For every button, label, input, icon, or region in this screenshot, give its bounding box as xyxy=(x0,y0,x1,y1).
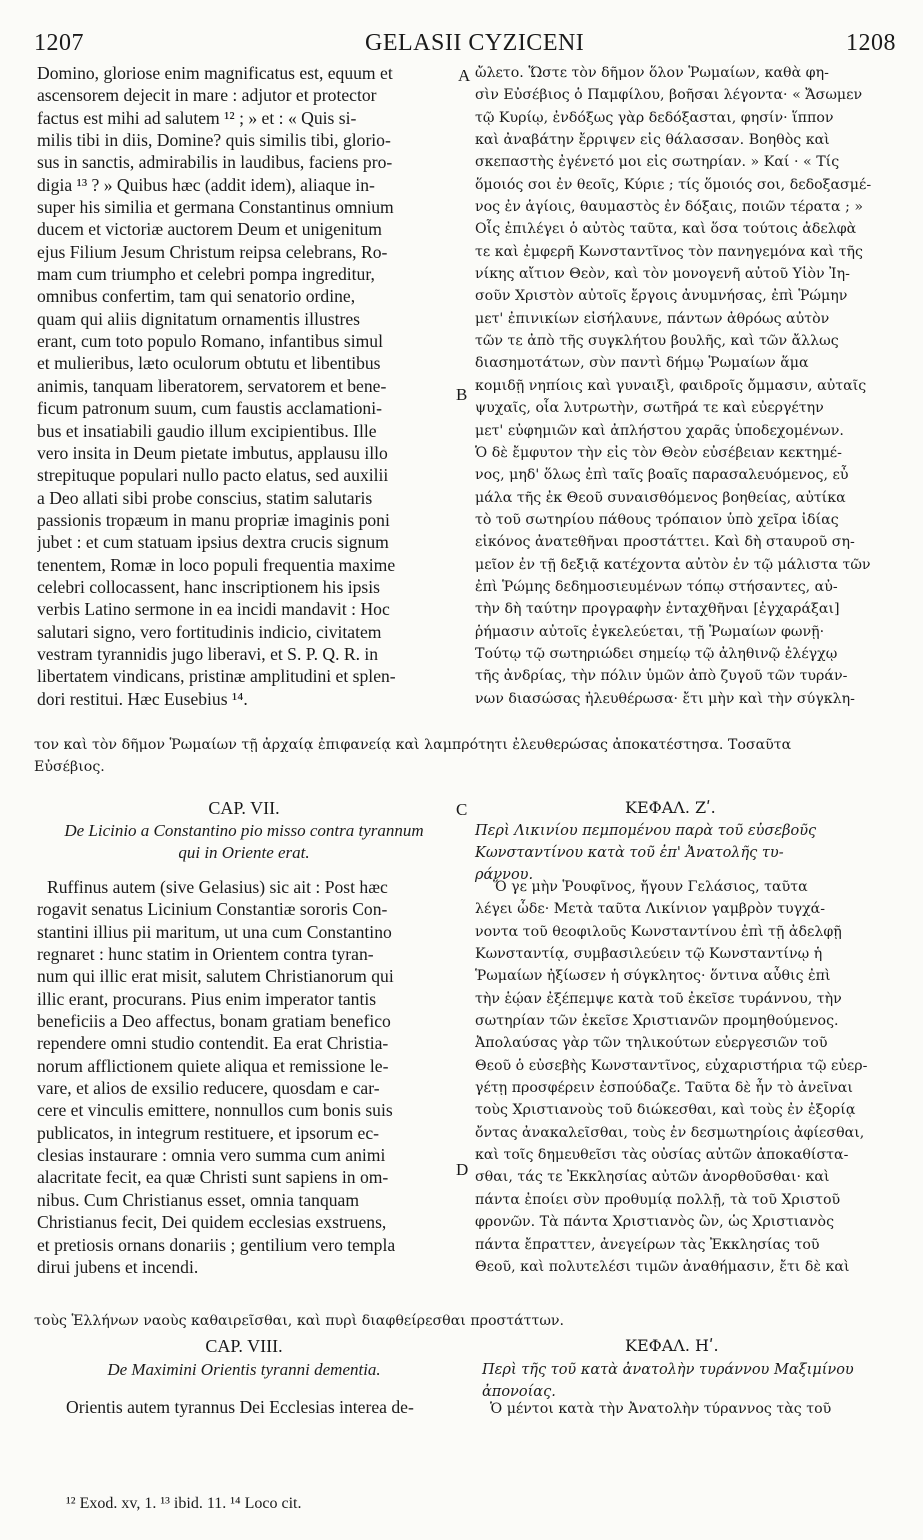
greek-text-line: σοῦν Χριστὸν αὐτοῖς ἔργοις ἀνυμνήσας, ἐπὶ Ῥώμην xyxy=(475,288,848,305)
latin-text-line: tenentem, Romæ in loco populi frequentia maxime xyxy=(37,554,396,575)
greek-text-line: ῥήμασιν αὐτοῖς ἐγκελεύεται, τῇ Ῥωμαίων φωνῇ· xyxy=(475,623,825,640)
latin-text-line: mam cum triumpho et celebri pompa ingreditur, xyxy=(37,264,375,285)
greek-text-line: σωτηρίαν τῶν ἐκεῖσε Χριστιανῶν προμηθούμενος. xyxy=(475,1013,839,1030)
greek-text-line: μεῖον ἐν τῇ δεξιᾷ κατέχοντα αὐτὸν ἐν τῷ μάλιστα τῶν xyxy=(475,556,871,573)
greek-text-line: καὶ ἀναβάτην ἔρριψεν εἰς θάλασσαν. Βοηθὸς καὶ xyxy=(475,132,830,149)
greek-text-line: Θεοῦ ὁ εὐσεβὴς Κωνσταντῖνος, εὐχαριστήρια τῷ εὐερ- xyxy=(475,1057,868,1074)
latin-text-line: publicatos, in integrum restituere, et ipsorum ec- xyxy=(37,1122,380,1143)
subtitle-line: De Licinio a Constantino pio misso contra tyrannum xyxy=(64,821,424,840)
latin-text-line: et pretiosis ornans donariis ; gentilium vero templa xyxy=(37,1234,396,1255)
latin-text-line: et mulieribus, læto oculorum obtutu et libentibus xyxy=(37,353,381,374)
latin-text-line: super his similia et germana Constantinus omnium xyxy=(37,197,394,218)
cap7-greek-title: ΚΕΦΑΛ. Ζʹ. xyxy=(625,798,716,817)
latin-text-line: beneficiis a Deo affectus, bonam gratiam benefico xyxy=(37,1011,391,1032)
latin-column-section-1 xyxy=(37,62,453,710)
cap8-latin-subtitle: De Maximini Orientis tyranni dementia. xyxy=(107,1360,381,1379)
footnotes: ¹² Exod. xv, 1. ¹³ ibid. 11. ¹⁴ Loco cit. xyxy=(66,1495,302,1512)
latin-text-line: celebri collocassent, hanc inscriptionem his ipsis xyxy=(37,576,380,597)
greek-column-section-1 xyxy=(475,62,905,710)
latin-text-line: num qui illic erat misit, salutem Christianorum qui xyxy=(37,966,394,987)
greek-text-line: τὴν ἑῴαν ἐξέπεμψε κατὰ τοῦ ἐκεῖσε τυράννου, τὴν xyxy=(475,990,842,1007)
greek-text-line: ὄντας ἀνακαλεῖσθαι, τοὺς ἐν δεσμωτηρίοις ἀφίεσθαι, xyxy=(475,1124,865,1141)
cap7-latin-title: CAP. VII. xyxy=(208,798,280,818)
margin-marker-d: D xyxy=(456,1160,469,1179)
greek-text-line: νίκης αἴτιον Θεὸν, καὶ τὸν μονογενῆ αὐτοῦ Υἱὸν Ἰη- xyxy=(475,266,850,283)
greek-text-line: φρονῶν. Τὰ πάντα Χριστιανὸς ὢν, ὡς Χριστιανὸς xyxy=(475,1214,835,1231)
margin-marker-a: A xyxy=(458,66,471,85)
page-number-right: 1208 xyxy=(846,30,896,56)
latin-text-line: rogavit senatus Licinium Constantiæ sororis Con- xyxy=(37,899,388,920)
latin-text-line: digia ¹³ ? » Quibus hæc (addit idem), aliaque in- xyxy=(37,174,375,195)
greek-text-line: διασημοτάτων, σὺν παντὶ δήμῳ Ῥωμαίων ἅμα xyxy=(475,355,809,372)
latin-text-line: norum afflictionem quiete aliqua et remissione le- xyxy=(37,1055,389,1076)
greek-text-line: ψυχαῖς, οἷα λυτρωτὴν, σωτῆρά τε καὶ εὐεργέτην xyxy=(475,400,824,417)
greek-text-line: σθαι, τάς τε Ἐκκλησίας αὐτῶν ἀνορθοῦσθαι· καὶ xyxy=(475,1169,830,1186)
greek-continuation-2: τοὺς Ἑλλήνων ναοὺς καθαιρεῖσθαι, καὶ πυρὶ διαφθείρεσθαι προστάττων. xyxy=(34,1313,565,1329)
greek-text-line: νοντα τοῦ θεοφιλοῦς Κωνσταντίνου ἐπὶ τῇ ἀδελφῇ xyxy=(475,923,842,940)
greek-text-line: τε καὶ ἐμφερῆ Κωνσταντῖνος τὸν πανηγεμόνα καὶ τῆς xyxy=(475,243,863,260)
greek-text-line: τὴν δὴ ταύτην προγραφὴν ἐνταχθῆναι [ἐγχαράξαι] xyxy=(475,601,840,618)
greek-text-line: Θεοῦ, καὶ πολυτελέσι τιμῶν ἀναθήμασιν, ἔτι δὲ καὶ xyxy=(475,1258,850,1275)
cap8-greek-first-line: Ὁ μέντοι κατὰ τὴν Ἀνατολὴν τύραννος τὰς τοῦ xyxy=(490,1401,832,1417)
subtitle-line: Κωνσταντίνου κατὰ τοῦ ἐπ' Ἀνατολῆς τυ- xyxy=(475,845,784,861)
greek-text-line: εἰκόνος ἀνατεθῆναι προστάττει. Καὶ δὴ σταυροῦ ση- xyxy=(475,534,855,551)
page-number-left: 1207 xyxy=(34,30,84,56)
greek-text-line: τῷ Κυρίῳ, ἐνδόξως γὰρ δεδόξασται, φησίν· ἵππον xyxy=(475,109,834,126)
latin-text-line: milis tibi in diis, Domine? quis similis tibi, glorio- xyxy=(37,130,391,151)
latin-text-line: quam qui aliis dignitatum ornamentis illustres xyxy=(37,308,361,329)
latin-text-line: vestram tyrannidis jugo liberavi, et S. P. Q. R. in xyxy=(37,643,379,664)
latin-text-line: nibus. Cum Christianus esset, omnia tanquam xyxy=(37,1189,360,1210)
greek-text-line: λέγει ὧδε· Μετὰ ταῦτα Λικίνιον γαμβρὸν τυγχά- xyxy=(475,901,826,918)
greek-text-line: κομιδῇ νηπίοις καὶ γυναιξὶ, φαιδροῖς ὄμμασιν, αὐταῖς xyxy=(475,377,867,394)
cap8-greek-title: ΚΕΦΑΛ. Ηʹ. xyxy=(625,1336,719,1355)
greek-text-line: πάντα ἐποίει σὺν προθυμίᾳ πολλῇ, τὰ τοῦ Χριστοῦ xyxy=(475,1191,841,1208)
greek-text-line: καὶ τοῖς δημευθεῖσι τὰς οὐσίας αὐτῶν ἀποκαθίστα- xyxy=(475,1147,849,1164)
latin-text-line: sus in sanctis, admirabilis in laudibus, faciens pro- xyxy=(37,152,393,173)
greek-text-line: Ἀπολαύσας γὰρ τῶν τηλικούτων εὐεργεσιῶν τοῦ xyxy=(475,1035,828,1052)
latin-text-line: passionis tropæum in manu propriæ imaginis poni xyxy=(37,509,390,530)
greek-text-line: Τούτῳ τῷ σωτηριώδει σημείῳ τῷ ἀληθινῷ ἐλέγχῳ xyxy=(475,645,838,662)
latin-text-line: ducem et victoriæ auctorem Deum et unigenitum xyxy=(37,219,382,240)
latin-text-line: ejus Filium Jesum Christum reipsa celebrans, Ro- xyxy=(37,241,388,262)
latin-text-line: ascensorem dejecit in mare : adjutor et protector xyxy=(37,85,377,106)
latin-text-line: libertatem vindicans, pristinæ amplitudini et splen- xyxy=(37,666,396,687)
latin-text-line: vare, et alios de exsilio reducere, quosdam e car- xyxy=(37,1078,380,1099)
greek-text-line: σκεπαστὴς ἐγένετό μοι εἰς σωτηρίαν. » Καί · « Τίς xyxy=(475,154,840,171)
latin-text-line: ficum patronum suum, cum faustis acclamationi- xyxy=(37,398,382,419)
greek-text-line: Ὅ γε μὴν Ῥουφῖνος, ἤγουν Γελάσιος, ταῦτα xyxy=(493,879,808,895)
greek-text-line: Οἷς ἐπιλέγει ὁ αὐτὸς ταῦτα, καὶ ὅσα τούτοις ἀδελφὰ xyxy=(475,221,857,238)
subtitle-line: ἀπονοίας. xyxy=(482,1384,556,1400)
latin-text-line: a Deo allati sibi probe conscius, statim salutaris xyxy=(37,487,373,508)
running-title: GELASII CYZICENI xyxy=(365,30,585,56)
latin-text-line: stantini illius pii maritum, ut una cum Constantino xyxy=(37,921,392,942)
cap8-latin-title: CAP. VIII. xyxy=(205,1336,283,1356)
latin-text-line: dori restitui. Hæc Eusebius ¹⁴. xyxy=(37,688,248,709)
latin-text-line: animis, tanquam liberatorem, servatorem et bene- xyxy=(37,375,387,396)
greek-text-line: γέτῃ προσφέρειν ἐσπούδαζε. Ταῦτα δὲ ἦν τὸ ἀνεῖναι xyxy=(475,1080,853,1097)
subtitle-line: ράννου. xyxy=(475,867,534,883)
latin-text-line: Christianus fecit, Dei quidem ecclesias exstruens, xyxy=(37,1212,387,1233)
latin-text-line: dirui jubens et incendi. xyxy=(37,1256,199,1277)
greek-text-line: μετ' ἐπινικίων εἰσήλαυνε, πάντων ἀθρόως αὐτὸν xyxy=(475,310,830,327)
greek-text-line: μάλα τῆς ἐκ Θεοῦ συναισθόμενος βοηθείας, αὐτίκα xyxy=(475,489,846,506)
latin-column-section-2 xyxy=(37,876,453,1278)
latin-text-line: Ruffinus autem (sive Gelasius) sic ait : Post hæc xyxy=(47,877,388,897)
greek-column-section-2 xyxy=(475,876,905,1278)
latin-text-line: salutari signo, vero fortitudinis indicio, civitatem xyxy=(37,621,382,642)
latin-text-line: illic erant, procurans. Pius enim imperator tantis xyxy=(37,988,377,1009)
cap8-greek-subtitle xyxy=(482,1359,902,1403)
subtitle-line: Περὶ Λικινίου πεμπομένου παρὰ τοῦ εὐσεβοῦς xyxy=(475,823,817,839)
greek-text-line: νος ἐν ἁγίοις, θαυμαστὸς ἐν δόξαις, ποιῶν τέρατα ; » xyxy=(475,199,864,216)
latin-text-line: Domino, gloriose enim magnificatus est, equum et xyxy=(37,63,393,83)
greek-continuation-line: τον καὶ τὸν δῆμον Ῥωμαίων τῇ ἀρχαίᾳ ἐπιφανείᾳ καὶ λαμπρότητι ἐλευθερώσας ἀποκατέστησα. Τοσαῦτα xyxy=(34,737,792,753)
greek-text-line: πάντα ἔπραττεν, ἀνεγείρων τὰς Ἐκκλησίας τοῦ xyxy=(475,1236,820,1253)
greek-text-line: τῶν τε ἀπὸ τῆς συγκλήτου βουλῆς, καὶ τῶν ἄλλως xyxy=(475,333,839,350)
cap8-latin-first-line: Orientis autem tyrannus Dei Ecclesias interea de- xyxy=(66,1397,414,1417)
greek-text-line: τοὺς Χριστιανοὺς τοῦ διώκεσθαι, καὶ τοὺς ἐν ἐξορίᾳ xyxy=(475,1102,856,1119)
margin-marker-b: B xyxy=(456,385,468,404)
latin-text-line: omnibus confertim, tam qui senatorio ordine, xyxy=(37,286,356,307)
greek-text-line: Κωνσταντίᾳ, συμβασιλεύειν τῷ Κωνσταντίνῳ ἡ xyxy=(475,946,823,963)
greek-text-line: ὤλετο. Ὥστε τὸν δῆμον ὅλον Ῥωμαίων, καθὰ φη- xyxy=(475,65,829,81)
greek-text-line: ἐπὶ Ῥώμης δεδημοσιευμένων τόπῳ στήσαντες, αὐ- xyxy=(475,578,838,595)
latin-text-line: rependere omni studio contendit. Ea erat Christia- xyxy=(37,1033,389,1054)
latin-text-line: vero insita in Deum pietate imbutus, applausu illo xyxy=(37,442,388,463)
greek-text-line: νος, μηδ' ὅλως ἐπὶ ταῖς βοαῖς παρασαλευόμενος, εὖ xyxy=(475,467,849,484)
latin-text-line: jubet : et cum statuam ipsius dextra crucis signum xyxy=(37,532,389,553)
greek-text-line: μετ' εὐφημιῶν καὶ ἀπλήστου χαρᾶς ὑποδεχομένων. xyxy=(475,422,844,439)
greek-text-line: τῆς ἀνδρίας, τὴν πόλιν ὑμῶν ἀπὸ ζυγοῦ τῶν τυράν- xyxy=(475,668,848,685)
greek-text-line: Ῥωμαίων ἠξίωσεν ἡ σύγκλητος· ὅντινα αὖθις ἐπὶ xyxy=(475,968,831,985)
greek-text-line: τὸ τοῦ σωτηρίου πάθους τρόπαιον ὑπὸ χεῖρα ἰδίας xyxy=(475,511,839,528)
greek-text-line: Ὁ δὲ ἔμφυτον τὴν εἰς τὸν Θεὸν εὐσέβειαν κεκτημέ- xyxy=(475,444,842,461)
cap7-latin-subtitle xyxy=(34,820,454,864)
latin-text-line: cere et vinculis emittere, nonnullos cum bonis suis xyxy=(37,1100,393,1121)
latin-text-line: strepituque populari nullo pacto elatus, sed auxilii xyxy=(37,465,389,486)
latin-text-line: regnaret : hunc statim in Orientem contra tyran- xyxy=(37,944,374,965)
subtitle-line: qui in Oriente erat. xyxy=(178,843,310,862)
latin-text-line: alacritate fecit, ea quæ Christi sunt sapiens in om- xyxy=(37,1167,389,1188)
greek-continuation-line: Εὐσέβιος. xyxy=(34,759,105,775)
latin-text-line: factus est mihi ad salutem ¹² ; » et : « Quis si- xyxy=(37,107,357,128)
latin-text-line: clesias instaurare : omnia vero summa cum animi xyxy=(37,1145,386,1166)
latin-text-line: erant, cum toto populo Romano, infantibus simul xyxy=(37,331,383,352)
margin-marker-c: C xyxy=(456,800,468,819)
greek-text-line: ὅμοιός σοι ἐν θεοῖς, Κύριε ; τίς ὅμοιός σοι, δεδοξασμέ- xyxy=(475,176,872,193)
latin-text-line: verbis Latino sermone in ea incidi mandavit : Hoc xyxy=(37,599,390,620)
greek-text-line: σὶν Εὐσέβιος ὁ Παμφίλου, βοῆσαι λέγοντα· « Ἄσωμεν xyxy=(475,87,863,104)
greek-text-line: νων διασώσας ἠλευθέρωσα· ἔτι μὴν καὶ τὴν σύγκλη- xyxy=(475,690,855,707)
subtitle-line: Περὶ τῆς τοῦ κατὰ ἀνατολὴν τυράννου Μαξιμίνου xyxy=(482,1362,854,1378)
latin-text-line: bus et insatiabili gaudio illum excipientibus. Ille xyxy=(37,420,377,441)
